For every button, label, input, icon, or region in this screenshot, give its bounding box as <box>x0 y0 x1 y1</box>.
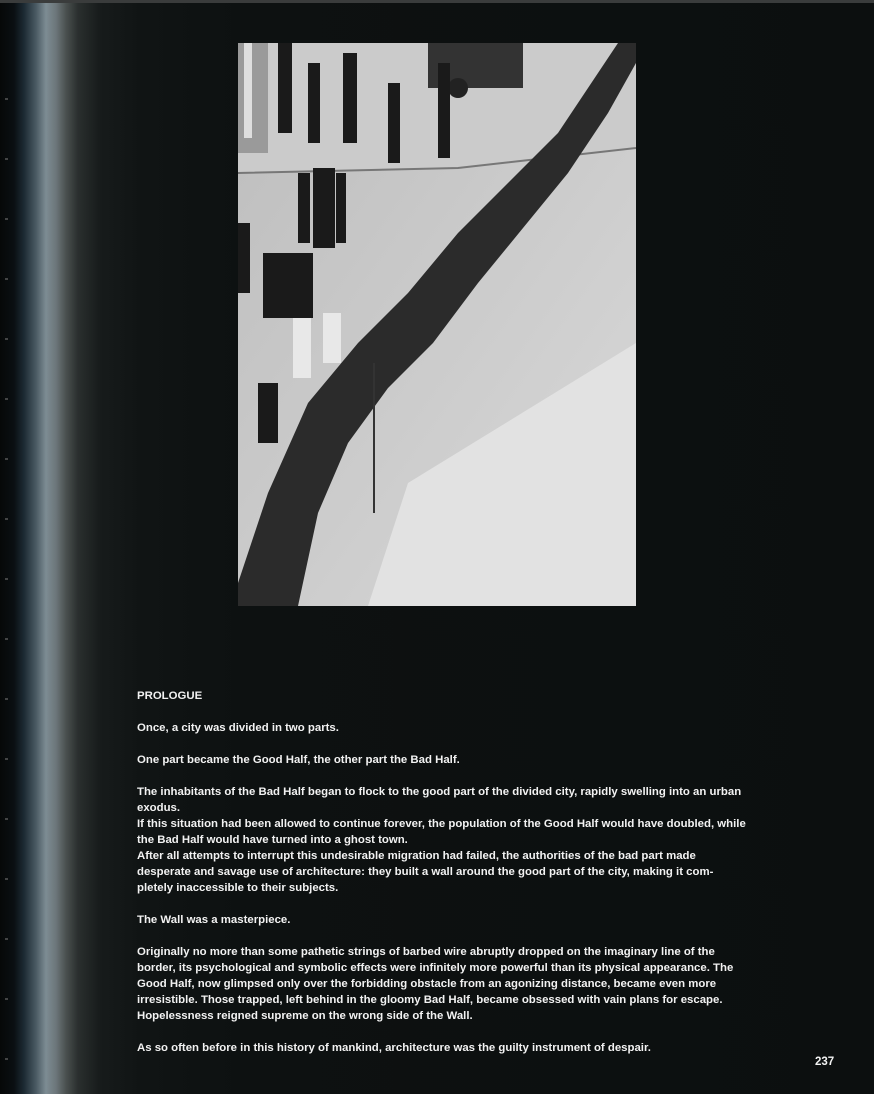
sentence: Originally no more than some pathetic strings of barbed wire abruptly dropped on the imaginary line of the border, its psychological and symbolic effects were infinitely more powerful than its physical appearance. The Good Half, now glimpsed only over the forbidding obstacle from an agonizing distance, became even more irresistible. Those trapped, left behind in the gloomy Bad Half, became obsessed with vain plans for escape. Hopelessness reigned supreme on the wrong side of the Wall. <box>137 946 734 1022</box>
sentence: After all attempts to interrupt this undesirable migration had failed, the authorities of the bad part made desperate and savage use of architecture: they built a wall around the good part of the city, making it com-pletely inaccessible to their subjects. <box>137 850 714 894</box>
sentence: Once, a city was divided in two parts. <box>137 722 339 734</box>
page-top-edge <box>0 0 874 3</box>
paragraph <box>137 752 749 768</box>
paragraph <box>137 720 749 736</box>
sentence: If this situation had been allowed to continue forever, the population of the Good Half would have doubled, while the Bad Half would have turned into a ghost town. <box>137 818 746 846</box>
prologue-text <box>137 688 749 1072</box>
sentence: The inhabitants of the Bad Half began to flock to the good part of the divided city, rapidly swelling into an urban exodus. <box>137 786 742 814</box>
paragraph <box>137 944 749 1024</box>
paragraph <box>137 912 749 928</box>
book-spine-shadow <box>5 40 8 1080</box>
soldiers-cordon-photo <box>238 43 636 606</box>
page-number: 237 <box>815 1056 835 1068</box>
sentence: One part became the Good Half, the other part the Bad Half. <box>137 754 460 766</box>
paragraph <box>137 1040 749 1056</box>
sentence: The Wall was a masterpiece. <box>137 914 291 926</box>
sentence: As so often before in this history of mankind, architecture was the guilty instrument of despair. <box>137 1042 651 1054</box>
paragraph <box>137 784 749 896</box>
section-heading: PROLOGUE <box>137 690 203 702</box>
